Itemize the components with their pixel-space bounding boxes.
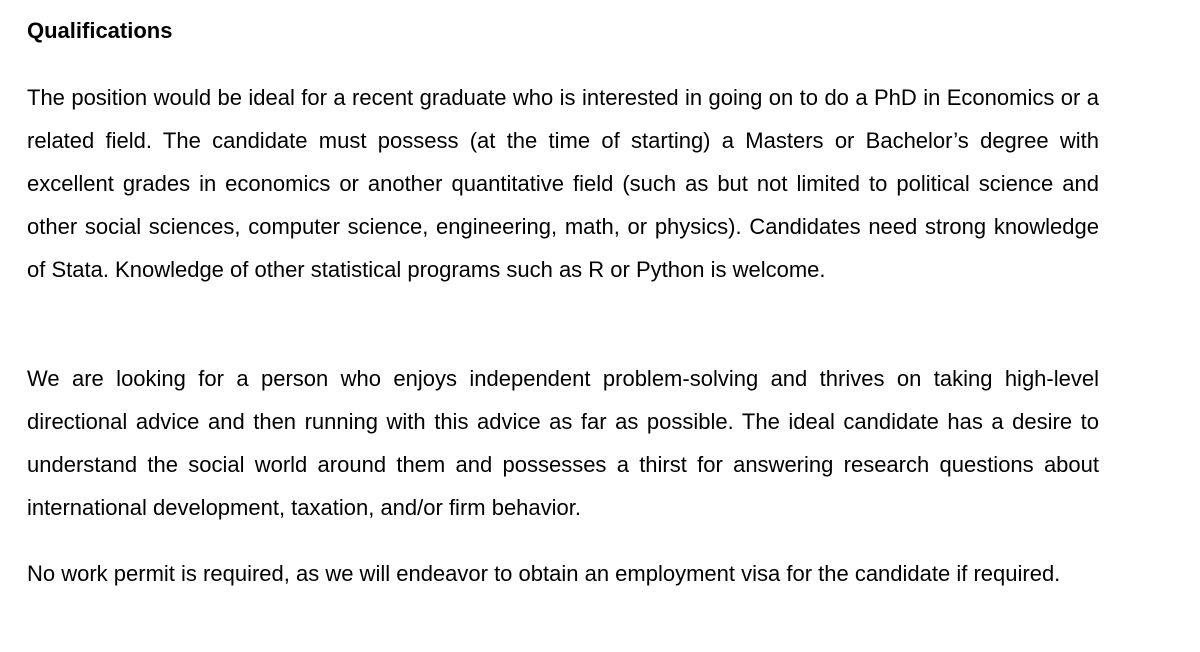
paragraph-candidate-profile: We are looking for a person who enjoys independent problem-solving and thrives on taking high-level directional advice and then running with this advice as far as possible. The ideal candidate has a desire to understand the social world around them and possesses a thirst for answering research questions about international development, taxation, and/or firm behavior. — [27, 366, 1099, 520]
paragraph-qualifications: The position would be ideal for a recent graduate who is interested in going on to do a PhD in Economics or a related field. The candidate must possess (at the time of starting) a Masters or Bachelor’s degree with excellent grades in economics or another quantitative field (such as but not limited to political science and other social sciences, computer science, engineering, math, or physics). Candidates need strong knowledge of Stata. Knowledge of other statistical programs such as R or Python is welcome. — [27, 85, 1099, 282]
paragraph-work-permit: No work permit is required, as we will endeavor to obtain an employment visa for the candidate if required. — [27, 561, 1061, 586]
section-heading: Qualifications — [27, 18, 173, 43]
